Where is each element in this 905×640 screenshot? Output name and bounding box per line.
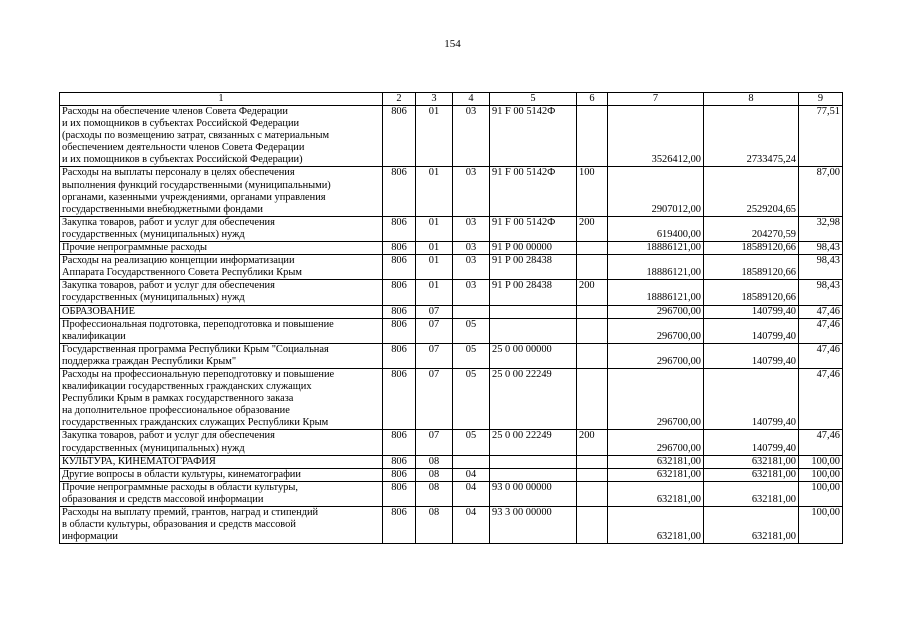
row-name-line: на дополнительное профессиональное образование (62, 405, 290, 417)
table-row (60, 468, 843, 481)
row-name-line: государственных (муниципальных) нужд (62, 292, 245, 304)
expense-type-cell (577, 481, 608, 506)
subsection-cell: 03 (453, 255, 490, 280)
row-name-line: и их помощников в субъектах Российской Федерации) (62, 154, 303, 166)
page-number: 154 (444, 38, 461, 50)
row-name-cell (60, 280, 383, 305)
plan-amount-cell: 3526412,00 (608, 106, 704, 167)
expense-type-cell: 200 (577, 280, 608, 305)
row-name-cell (60, 305, 383, 318)
percent-cell: 47,46 (799, 343, 843, 368)
row-name-line: Закупка товаров, работ и услуг для обеспечения (62, 430, 275, 442)
table-row (60, 242, 843, 255)
header-cell: 8 (704, 93, 799, 106)
header-cell: 7 (608, 93, 704, 106)
row-name-line: государственными внебюджетными фондами (62, 203, 263, 215)
code-cell: 806 (383, 430, 416, 455)
table-row (60, 167, 843, 216)
row-name-cell (60, 468, 383, 481)
expense-type-cell (577, 255, 608, 280)
actual-amount-cell: 140799,40 (704, 368, 799, 429)
target-article-cell: 25 0 00 22249 (490, 368, 577, 429)
subsection-cell: 03 (453, 167, 490, 216)
code-cell: 806 (383, 280, 416, 305)
subsection-cell: 03 (453, 216, 490, 241)
plan-amount-cell: 2907012,00 (608, 167, 704, 216)
row-name-line: ОБРАЗОВАНИЕ (62, 305, 136, 317)
subsection-cell (453, 305, 490, 318)
row-name-line: Расходы на выплату премий, грантов, наград и стипендий (62, 507, 319, 518)
percent-cell: 32,98 (799, 216, 843, 241)
percent-cell: 47,46 (799, 305, 843, 318)
table-row (60, 106, 843, 167)
row-name-line: КУЛЬТУРА, КИНЕМАТОГРАФИЯ (62, 455, 216, 467)
table-row (60, 216, 843, 241)
percent-cell: 47,46 (799, 430, 843, 455)
code-cell: 806 (383, 318, 416, 343)
plan-amount-cell: 296700,00 (608, 305, 704, 318)
percent-cell: 100,00 (799, 507, 843, 544)
row-name-line: Аппарата Государственного Совета Республики Крым (62, 267, 302, 279)
actual-amount-cell: 18589120,66 (704, 242, 799, 255)
expense-type-cell (577, 242, 608, 255)
section-cell: 08 (416, 481, 453, 506)
actual-amount-cell: 2733475,24 (704, 106, 799, 167)
section-cell: 07 (416, 318, 453, 343)
row-name-line: поддержка граждан Республики Крым" (62, 355, 237, 367)
plan-amount-cell: 619400,00 (608, 216, 704, 241)
header-cell: 4 (453, 93, 490, 106)
header-cell: 5 (490, 93, 577, 106)
section-cell: 08 (416, 455, 453, 468)
row-name-line: Прочие непрограммные расходы в области культуры, (62, 481, 298, 493)
subsection-cell: 03 (453, 242, 490, 255)
row-name-line: Республики Крым в рамках государственного заказа (62, 393, 294, 405)
section-cell: 07 (416, 368, 453, 429)
expense-type-cell (577, 343, 608, 368)
row-name-line: государственных (муниципальных) нужд (62, 228, 245, 240)
row-name-line: Расходы на обеспечение членов Совета Федерации (62, 106, 288, 117)
subsection-cell: 05 (453, 430, 490, 455)
plan-amount-cell: 296700,00 (608, 368, 704, 429)
section-cell: 07 (416, 430, 453, 455)
table-row (60, 507, 843, 544)
section-cell: 01 (416, 106, 453, 167)
table-header-row (60, 93, 843, 106)
table-row (60, 368, 843, 429)
row-name-cell (60, 106, 383, 167)
header-cell: 3 (416, 93, 453, 106)
code-cell: 806 (383, 507, 416, 544)
expense-type-cell: 200 (577, 216, 608, 241)
actual-amount-cell: 632181,00 (704, 455, 799, 468)
section-cell: 01 (416, 255, 453, 280)
expense-type-cell: 200 (577, 430, 608, 455)
section-cell: 01 (416, 216, 453, 241)
target-article-cell: 91 F 00 5142Ф (490, 106, 577, 167)
actual-amount-cell: 18589120,66 (704, 255, 799, 280)
row-name-line: в области культуры, образования и средств массовой (62, 519, 296, 531)
row-name-cell (60, 216, 383, 241)
plan-amount-cell: 632181,00 (608, 507, 704, 544)
code-cell: 806 (383, 167, 416, 216)
row-name-cell (60, 318, 383, 343)
row-name-line: Расходы на профессиональную переподготовку и повышение (62, 368, 335, 380)
code-cell: 806 (383, 305, 416, 318)
actual-amount-cell: 632181,00 (704, 507, 799, 544)
subsection-cell: 03 (453, 280, 490, 305)
plan-amount-cell: 18886121,00 (608, 255, 704, 280)
plan-amount-cell: 18886121,00 (608, 280, 704, 305)
code-cell: 806 (383, 481, 416, 506)
target-article-cell: 91 P 00 28438 (490, 280, 577, 305)
target-article-cell: 91 F 00 5142Ф (490, 167, 577, 216)
percent-cell: 87,00 (799, 167, 843, 216)
target-article-cell (490, 468, 577, 481)
table-row (60, 430, 843, 455)
percent-cell: 98,43 (799, 255, 843, 280)
row-name-cell (60, 507, 383, 544)
expense-type-cell (577, 106, 608, 167)
header-cell: 6 (577, 93, 608, 106)
header-cell: 1 (60, 93, 383, 106)
target-article-cell: 91 P 00 28438 (490, 255, 577, 280)
target-article-cell: 93 0 00 00000 (490, 481, 577, 506)
code-cell: 806 (383, 216, 416, 241)
target-article-cell (490, 455, 577, 468)
actual-amount-cell: 140799,40 (704, 430, 799, 455)
expense-type-cell (577, 368, 608, 429)
percent-cell: 98,43 (799, 280, 843, 305)
plan-amount-cell: 632181,00 (608, 468, 704, 481)
actual-amount-cell: 632181,00 (704, 468, 799, 481)
plan-amount-cell: 296700,00 (608, 430, 704, 455)
section-cell: 01 (416, 280, 453, 305)
percent-cell: 100,00 (799, 481, 843, 506)
row-name-line: выполнения функций государственными (муниципальными) (62, 179, 331, 191)
subsection-cell: 05 (453, 368, 490, 429)
code-cell: 806 (383, 343, 416, 368)
code-cell: 806 (383, 468, 416, 481)
actual-amount-cell: 2529204,65 (704, 167, 799, 216)
row-name-cell (60, 167, 383, 216)
plan-amount-cell: 296700,00 (608, 318, 704, 343)
actual-amount-cell: 18589120,66 (704, 280, 799, 305)
row-name-line: Закупка товаров, работ и услуг для обеспечения (62, 280, 275, 292)
plan-amount-cell: 18886121,00 (608, 242, 704, 255)
expense-type-cell (577, 468, 608, 481)
header-cell: 2 (383, 93, 416, 106)
expense-type-cell (577, 455, 608, 468)
table-row (60, 318, 843, 343)
percent-cell: 47,46 (799, 318, 843, 343)
percent-cell: 77,51 (799, 106, 843, 167)
table-row (60, 343, 843, 368)
row-name-line: Другие вопросы в области культуры, кинематографии (62, 468, 301, 480)
budget-table (59, 92, 843, 544)
header-cell: 9 (799, 93, 843, 106)
section-cell: 07 (416, 305, 453, 318)
expense-type-cell (577, 305, 608, 318)
actual-amount-cell: 204270,59 (704, 216, 799, 241)
code-cell: 806 (383, 242, 416, 255)
row-name-line: обеспечением деятельности членов Совета Федерации (62, 142, 305, 154)
row-name-cell (60, 481, 383, 506)
expense-type-cell (577, 318, 608, 343)
section-cell: 07 (416, 343, 453, 368)
subsection-cell: 05 (453, 343, 490, 368)
row-name-line: (расходы по возмещению затрат, связанных с материальным (62, 130, 330, 142)
plan-amount-cell: 632181,00 (608, 481, 704, 506)
row-name-line: Расходы на реализацию концепции информатизации (62, 255, 295, 267)
target-article-cell: 91 P 00 00000 (490, 242, 577, 255)
subsection-cell: 04 (453, 468, 490, 481)
actual-amount-cell: 140799,40 (704, 318, 799, 343)
row-name-cell (60, 255, 383, 280)
row-name-line: квалификации государственных гражданских служащих (62, 381, 312, 393)
row-name-line: государственных гражданских служащих Республики Крым (62, 417, 329, 429)
table-row (60, 481, 843, 506)
table-row (60, 305, 843, 318)
actual-amount-cell: 140799,40 (704, 305, 799, 318)
plan-amount-cell: 632181,00 (608, 455, 704, 468)
row-name-cell (60, 455, 383, 468)
percent-cell: 100,00 (799, 455, 843, 468)
section-cell: 01 (416, 167, 453, 216)
percent-cell: 98,43 (799, 242, 843, 255)
subsection-cell: 04 (453, 481, 490, 506)
subsection-cell (453, 455, 490, 468)
subsection-cell: 03 (453, 106, 490, 167)
actual-amount-cell: 140799,40 (704, 343, 799, 368)
target-article-cell: 91 F 00 5142Ф (490, 216, 577, 241)
percent-cell: 47,46 (799, 368, 843, 429)
row-name-cell (60, 242, 383, 255)
table-row (60, 455, 843, 468)
target-article-cell (490, 318, 577, 343)
row-name-line: Прочие непрограммные расходы (62, 242, 207, 254)
actual-amount-cell: 632181,00 (704, 481, 799, 506)
target-article-cell: 25 0 00 22249 (490, 430, 577, 455)
row-name-cell (60, 368, 383, 429)
code-cell: 806 (383, 106, 416, 167)
row-name-cell (60, 430, 383, 455)
row-name-line: органами, казенными учреждениями, органами управления (62, 191, 326, 203)
subsection-cell: 04 (453, 507, 490, 544)
target-article-cell (490, 305, 577, 318)
subsection-cell: 05 (453, 318, 490, 343)
percent-cell: 100,00 (799, 468, 843, 481)
section-cell: 08 (416, 507, 453, 544)
table-row (60, 255, 843, 280)
row-name-line: и их помощников в субъектах Российской Федерации (62, 118, 300, 130)
plan-amount-cell: 296700,00 (608, 343, 704, 368)
code-cell: 806 (383, 455, 416, 468)
section-cell: 01 (416, 242, 453, 255)
row-name-line: образования и средств массовой информации (62, 493, 264, 505)
row-name-line: Профессиональная подготовка, переподготовка и повышение (62, 318, 334, 330)
row-name-line: квалификации (62, 330, 126, 342)
row-name-line: Расходы на выплаты персоналу в целях обеспечения (62, 167, 295, 179)
row-name-line: информации (62, 531, 118, 543)
table-body (60, 93, 843, 544)
section-cell: 08 (416, 468, 453, 481)
row-name-line: Закупка товаров, работ и услуг для обеспечения (62, 216, 275, 228)
row-name-cell (60, 343, 383, 368)
expense-type-cell (577, 507, 608, 544)
code-cell: 806 (383, 255, 416, 280)
target-article-cell: 25 0 00 00000 (490, 343, 577, 368)
table-row (60, 280, 843, 305)
expense-type-cell: 100 (577, 167, 608, 216)
code-cell: 806 (383, 368, 416, 429)
row-name-line: государственных (муниципальных) нужд (62, 442, 245, 454)
row-name-line: Государственная программа Республики Крым "Социальная (62, 343, 329, 355)
target-article-cell: 93 3 00 00000 (490, 507, 577, 544)
